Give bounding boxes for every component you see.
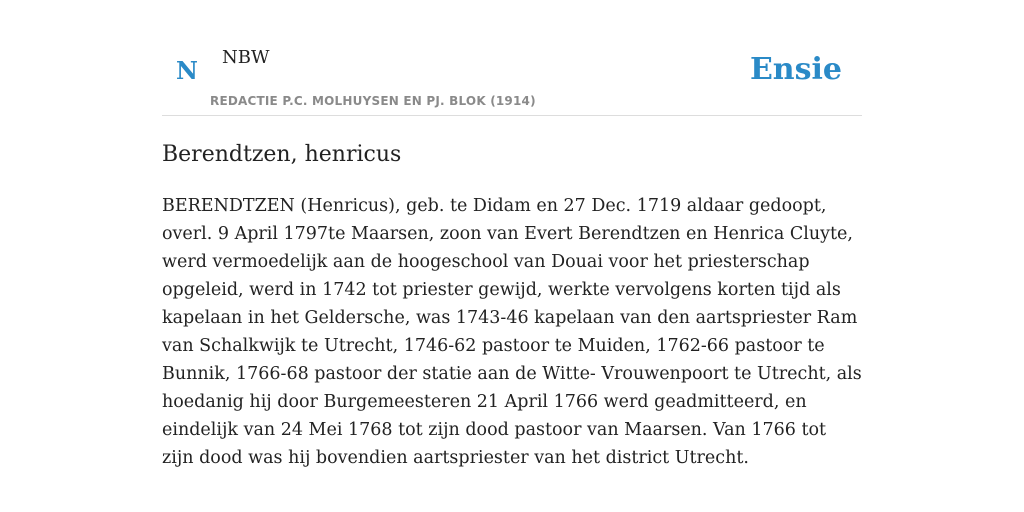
article-body: BERENDTZEN (Henricus), geb. te Didam en 27 Dec. 1719 aldaar gedoopt, overl. 9 April 1797te Maarsen, zoon van Evert Berendtzen en Henrica Cluyte, werd vermoedelijk aan de hoogeschool van Douai voor het priesterschap opgeleid, werd in 1742 tot priester gewijd, werkte vervolgens korten tijd als kapelaan in het Geldersche, was 1743-46 kapelaan van den aartspriester Ram van Schalkwijk te Utrecht, 1746-62 pastoor te Muiden, 1762-66 pastoor te Bunnik, 1766-68 pastoor der statie aan de Witte- Vrouwenpoort te Utrecht, als hoedanig hij door Burgemeesteren 21 April 1766 werd geadmitteerd, en eindelijk van 24 Mei 1768 tot zijn dood pastoor van Maarsen. Van 1766 tot zijn dood was hij bovendien aartspriester van het district Utrecht.: [162, 196, 862, 468]
site-logo[interactable]: N: [176, 56, 198, 85]
site-title[interactable]: NBW: [222, 47, 270, 68]
ensie-brand-logo[interactable]: Ensie: [749, 52, 842, 87]
article-title: Berendtzen, henricus: [162, 142, 402, 167]
header-divider: [162, 115, 862, 116]
edition-subtitle: REDACTIE P.C. MOLHUYSEN EN PJ. BLOK (1914): [210, 94, 536, 108]
